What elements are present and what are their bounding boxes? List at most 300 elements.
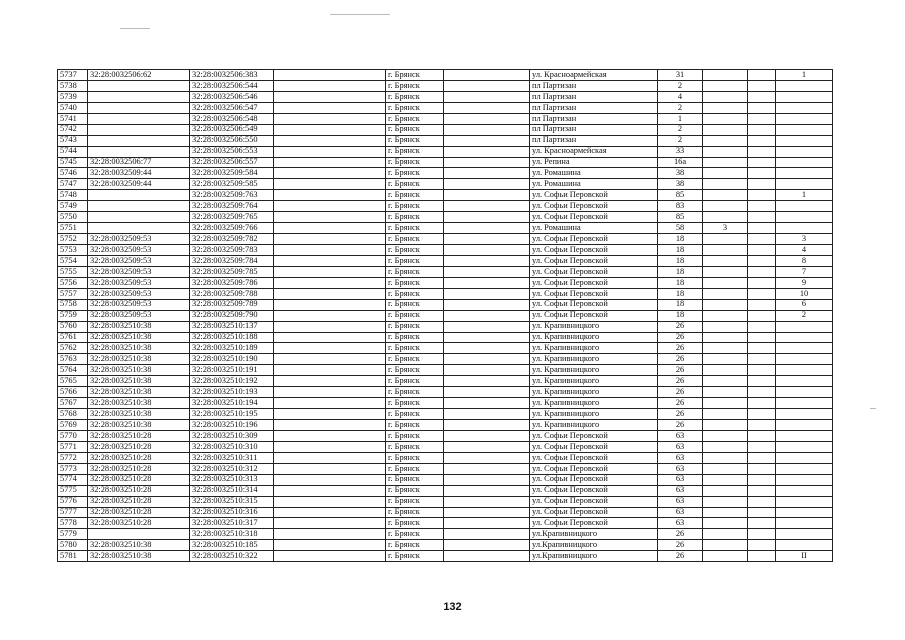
row-number: 5738 [58, 80, 88, 91]
apartment-number: 6 [776, 299, 833, 310]
parent-cadastral-number [88, 146, 190, 157]
empty-cell [274, 420, 386, 431]
empty-cell [274, 190, 386, 201]
house-number: 63 [658, 518, 703, 529]
table-row [58, 190, 833, 201]
empty-cell [444, 234, 530, 245]
apartment-number [776, 529, 833, 540]
house-number: 18 [658, 255, 703, 266]
row-number: 5765 [58, 376, 88, 387]
parent-cadastral-number: 32:28:0032509:53 [88, 266, 190, 277]
city: г. Брянск [386, 91, 444, 102]
empty-cell [444, 452, 530, 463]
empty-cell [444, 507, 530, 518]
street: ул. Ромашина [530, 168, 658, 179]
house-number: 26 [658, 409, 703, 420]
house-number: 18 [658, 266, 703, 277]
street: ул.Крапивницкого [530, 551, 658, 562]
apartment-number: 4 [776, 245, 833, 256]
street: ул. Софьи Перовской [530, 212, 658, 223]
empty-cell [444, 409, 530, 420]
table-row [58, 365, 833, 376]
row-number: 5766 [58, 387, 88, 398]
city: г. Брянск [386, 124, 444, 135]
table-row [58, 463, 833, 474]
table-row [58, 441, 833, 452]
empty-cell [444, 376, 530, 387]
house-number: 2 [658, 124, 703, 135]
apartment-number [776, 540, 833, 551]
empty-cell [444, 540, 530, 551]
cadastral-number: 32:28:0032509:766 [190, 223, 274, 234]
extra-number [703, 266, 748, 277]
apartment-number [776, 146, 833, 157]
house-number: 26 [658, 343, 703, 354]
cadastral-number: 32:28:0032506:548 [190, 113, 274, 124]
empty-cell [274, 529, 386, 540]
street: ул. Софьи Перовской [530, 474, 658, 485]
house-number: 38 [658, 168, 703, 179]
table-row [58, 474, 833, 485]
table-row [58, 146, 833, 157]
extra-number [703, 321, 748, 332]
empty-cell [748, 354, 776, 365]
empty-cell [748, 463, 776, 474]
empty-cell [444, 288, 530, 299]
empty-cell [444, 441, 530, 452]
empty-cell [748, 255, 776, 266]
empty-cell [444, 168, 530, 179]
street: ул. Софьи Перовской [530, 310, 658, 321]
empty-cell [444, 146, 530, 157]
cadastral-number: 32:28:0032510:316 [190, 507, 274, 518]
row-number: 5755 [58, 266, 88, 277]
empty-cell [274, 113, 386, 124]
cadastral-number: 32:28:0032506:383 [190, 70, 274, 81]
apartment-number [776, 485, 833, 496]
apartment-number [776, 398, 833, 409]
house-number: 26 [658, 529, 703, 540]
empty-cell [274, 234, 386, 245]
parent-cadastral-number: 32:28:0032510:28 [88, 518, 190, 529]
house-number: 58 [658, 223, 703, 234]
city: г. Брянск [386, 420, 444, 431]
city: г. Брянск [386, 113, 444, 124]
apartment-number: 9 [776, 277, 833, 288]
extra-number [703, 485, 748, 496]
empty-cell [274, 474, 386, 485]
row-number: 5781 [58, 551, 88, 562]
city: г. Брянск [386, 245, 444, 256]
street: ул. Софьи Перовской [530, 201, 658, 212]
parent-cadastral-number [88, 201, 190, 212]
cadastral-number: 32:28:0032510:309 [190, 430, 274, 441]
empty-cell [748, 310, 776, 321]
street: ул. Софьи Перовской [530, 430, 658, 441]
table-row [58, 299, 833, 310]
extra-number [703, 146, 748, 157]
empty-cell [274, 452, 386, 463]
apartment-number [776, 91, 833, 102]
empty-cell [748, 223, 776, 234]
parent-cadastral-number: 32:28:0032509:53 [88, 310, 190, 321]
apartment-number [776, 409, 833, 420]
apartment-number [776, 376, 833, 387]
apartment-number [776, 420, 833, 431]
house-number: 26 [658, 354, 703, 365]
empty-cell [748, 91, 776, 102]
cadastral-number: 32:28:0032510:315 [190, 496, 274, 507]
table-row [58, 551, 833, 562]
city: г. Брянск [386, 452, 444, 463]
apartment-number [776, 80, 833, 91]
row-number: 5737 [58, 70, 88, 81]
cadastral-number: 32:28:0032510:191 [190, 365, 274, 376]
apartment-number: 8 [776, 255, 833, 266]
cadastral-number: 32:28:0032510:190 [190, 354, 274, 365]
street: ул. Репина [530, 157, 658, 168]
apartment-number [776, 518, 833, 529]
empty-cell [748, 398, 776, 409]
row-number: 5759 [58, 310, 88, 321]
cadastral-number: 32:28:0032509:782 [190, 234, 274, 245]
street: ул. Крапивницкого [530, 343, 658, 354]
parent-cadastral-number [88, 529, 190, 540]
cadastral-number: 32:28:0032510:192 [190, 376, 274, 387]
house-number: 18 [658, 245, 703, 256]
parent-cadastral-number [88, 135, 190, 146]
cadastral-number: 32:28:0032509:789 [190, 299, 274, 310]
row-number: 5760 [58, 321, 88, 332]
table-row [58, 518, 833, 529]
extra-number [703, 190, 748, 201]
extra-number [703, 135, 748, 146]
cadastral-number: 32:28:0032509:765 [190, 212, 274, 223]
empty-cell [444, 496, 530, 507]
empty-cell [444, 113, 530, 124]
street: ул. Красноармейская [530, 146, 658, 157]
extra-number [703, 452, 748, 463]
apartment-number [776, 321, 833, 332]
apartment-number [776, 168, 833, 179]
empty-cell [274, 496, 386, 507]
row-number: 5739 [58, 91, 88, 102]
house-number: 33 [658, 146, 703, 157]
street: ул. Софьи Перовской [530, 496, 658, 507]
empty-cell [444, 190, 530, 201]
empty-cell [444, 387, 530, 398]
empty-cell [274, 299, 386, 310]
empty-cell [444, 332, 530, 343]
empty-cell [274, 485, 386, 496]
empty-cell [444, 179, 530, 190]
apartment-number: 2 [776, 310, 833, 321]
apartment-number [776, 452, 833, 463]
city: г. Брянск [386, 310, 444, 321]
parent-cadastral-number: 32:28:0032510:38 [88, 420, 190, 431]
empty-cell [444, 266, 530, 277]
house-number: 26 [658, 332, 703, 343]
empty-cell [274, 266, 386, 277]
cadastral-number: 32:28:0032510:322 [190, 551, 274, 562]
row-number: 5764 [58, 365, 88, 376]
empty-cell [444, 529, 530, 540]
street: ул. Крапивницкого [530, 420, 658, 431]
city: г. Брянск [386, 343, 444, 354]
empty-cell [274, 223, 386, 234]
empty-cell [274, 255, 386, 266]
row-number: 5768 [58, 409, 88, 420]
parent-cadastral-number [88, 113, 190, 124]
extra-number [703, 529, 748, 540]
empty-cell [748, 168, 776, 179]
row-number: 5763 [58, 354, 88, 365]
city: г. Брянск [386, 430, 444, 441]
cadastral-number: 32:28:0032510:312 [190, 463, 274, 474]
empty-cell [444, 551, 530, 562]
apartment-number: 3 [776, 234, 833, 245]
scan-artifact-line [330, 14, 390, 15]
house-number: 63 [658, 507, 703, 518]
extra-number [703, 255, 748, 266]
city: г. Брянск [386, 266, 444, 277]
parent-cadastral-number: 32:28:0032510:38 [88, 376, 190, 387]
empty-cell [274, 430, 386, 441]
row-number: 5767 [58, 398, 88, 409]
empty-cell [274, 70, 386, 81]
house-number: 63 [658, 463, 703, 474]
city: г. Брянск [386, 201, 444, 212]
row-number: 5773 [58, 463, 88, 474]
apartment-number [776, 157, 833, 168]
table-row [58, 255, 833, 266]
extra-number [703, 288, 748, 299]
cadastral-number: 32:28:0032509:763 [190, 190, 274, 201]
cadastral-number: 32:28:0032510:194 [190, 398, 274, 409]
parent-cadastral-number: 32:28:0032510:38 [88, 398, 190, 409]
table-row [58, 179, 833, 190]
cadastral-number: 32:28:0032506:547 [190, 102, 274, 113]
empty-cell [444, 80, 530, 91]
empty-cell [748, 146, 776, 157]
table-row [58, 430, 833, 441]
cadastral-number: 32:28:0032510:195 [190, 409, 274, 420]
parent-cadastral-number: 32:28:0032510:28 [88, 463, 190, 474]
table-row [58, 124, 833, 135]
cadastral-number: 32:28:0032509:584 [190, 168, 274, 179]
parent-cadastral-number: 32:28:0032510:28 [88, 430, 190, 441]
empty-cell [274, 102, 386, 113]
extra-number [703, 430, 748, 441]
table-row [58, 409, 833, 420]
empty-cell [748, 245, 776, 256]
street: ул. Крапивницкого [530, 387, 658, 398]
cadastral-number: 32:28:0032510:188 [190, 332, 274, 343]
cadastral-number: 32:28:0032510:189 [190, 343, 274, 354]
house-number: 2 [658, 80, 703, 91]
apartment-number: II [776, 551, 833, 562]
city: г. Брянск [386, 321, 444, 332]
extra-number [703, 474, 748, 485]
empty-cell [274, 212, 386, 223]
cadastral-number: 32:28:0032506:553 [190, 146, 274, 157]
apartment-number [776, 365, 833, 376]
parent-cadastral-number [88, 80, 190, 91]
parent-cadastral-number [88, 91, 190, 102]
extra-number [703, 409, 748, 420]
empty-cell [274, 507, 386, 518]
register-sheet [57, 69, 833, 562]
empty-cell [748, 496, 776, 507]
city: г. Брянск [386, 212, 444, 223]
empty-cell [274, 124, 386, 135]
city: г. Брянск [386, 387, 444, 398]
house-number: 63 [658, 485, 703, 496]
table-row [58, 223, 833, 234]
extra-number [703, 365, 748, 376]
empty-cell [748, 507, 776, 518]
parent-cadastral-number: 32:28:0032506:62 [88, 70, 190, 81]
empty-cell [274, 310, 386, 321]
city: г. Брянск [386, 288, 444, 299]
empty-cell [748, 234, 776, 245]
empty-cell [748, 277, 776, 288]
empty-cell [444, 365, 530, 376]
empty-cell [274, 146, 386, 157]
street: ул. Софьи Перовской [530, 485, 658, 496]
house-number: 1 [658, 113, 703, 124]
parent-cadastral-number: 32:28:0032509:44 [88, 168, 190, 179]
table-row [58, 387, 833, 398]
table-row [58, 343, 833, 354]
empty-cell [274, 168, 386, 179]
city: г. Брянск [386, 70, 444, 81]
empty-cell [274, 321, 386, 332]
street: ул. Софьи Перовской [530, 255, 658, 266]
parent-cadastral-number: 32:28:0032509:53 [88, 245, 190, 256]
cadastral-number: 32:28:0032509:783 [190, 245, 274, 256]
city: г. Брянск [386, 179, 444, 190]
extra-number [703, 420, 748, 431]
house-number: 2 [658, 102, 703, 113]
empty-cell [444, 91, 530, 102]
empty-cell [274, 409, 386, 420]
city: г. Брянск [386, 551, 444, 562]
apartment-number [776, 201, 833, 212]
cadastral-number: 32:28:0032510:313 [190, 474, 274, 485]
row-number: 5778 [58, 518, 88, 529]
empty-cell [748, 201, 776, 212]
empty-cell [444, 201, 530, 212]
table-row [58, 288, 833, 299]
table-row [58, 113, 833, 124]
extra-number [703, 376, 748, 387]
parent-cadastral-number: 32:28:0032510:28 [88, 496, 190, 507]
street: пл Партизан [530, 102, 658, 113]
parent-cadastral-number: 32:28:0032509:44 [88, 179, 190, 190]
empty-cell [748, 70, 776, 81]
table-row [58, 354, 833, 365]
table-row [58, 321, 833, 332]
street: ул. Крапивницкого [530, 365, 658, 376]
empty-cell [748, 124, 776, 135]
scan-artifact-line [120, 28, 150, 29]
house-number: 63 [658, 474, 703, 485]
row-number: 5762 [58, 343, 88, 354]
empty-cell [444, 463, 530, 474]
empty-cell [748, 474, 776, 485]
empty-cell [274, 343, 386, 354]
city: г. Брянск [386, 540, 444, 551]
parent-cadastral-number: 32:28:0032510:38 [88, 332, 190, 343]
empty-cell [444, 420, 530, 431]
empty-cell [444, 245, 530, 256]
city: г. Брянск [386, 485, 444, 496]
parent-cadastral-number: 32:28:0032510:38 [88, 387, 190, 398]
table-row [58, 485, 833, 496]
extra-number [703, 70, 748, 81]
cadastral-number: 32:28:0032506:544 [190, 80, 274, 91]
cadastral-number: 32:28:0032506:546 [190, 91, 274, 102]
parent-cadastral-number: 32:28:0032509:53 [88, 299, 190, 310]
extra-number [703, 299, 748, 310]
row-number: 5742 [58, 124, 88, 135]
row-number: 5771 [58, 441, 88, 452]
house-number: 18 [658, 299, 703, 310]
extra-number [703, 157, 748, 168]
empty-cell [444, 398, 530, 409]
city: г. Брянск [386, 277, 444, 288]
cadastral-number: 32:28:0032510:311 [190, 452, 274, 463]
cadastral-number: 32:28:0032510:185 [190, 540, 274, 551]
empty-cell [748, 376, 776, 387]
table-row [58, 91, 833, 102]
empty-cell [444, 354, 530, 365]
parent-cadastral-number [88, 124, 190, 135]
parent-cadastral-number: 32:28:0032510:38 [88, 354, 190, 365]
street: ул. Софьи Перовской [530, 441, 658, 452]
row-number: 5749 [58, 201, 88, 212]
street: ул. Крапивницкого [530, 376, 658, 387]
table-row [58, 157, 833, 168]
cadastral-number: 32:28:0032509:585 [190, 179, 274, 190]
extra-number [703, 179, 748, 190]
cadastral-number: 32:28:0032509:784 [190, 255, 274, 266]
parent-cadastral-number: 32:28:0032510:38 [88, 409, 190, 420]
house-number: 26 [658, 387, 703, 398]
cadastral-number: 32:28:0032510:193 [190, 387, 274, 398]
house-number: 18 [658, 234, 703, 245]
city: г. Брянск [386, 168, 444, 179]
extra-number [703, 234, 748, 245]
row-number: 5741 [58, 113, 88, 124]
empty-cell [748, 288, 776, 299]
parent-cadastral-number: 32:28:0032509:53 [88, 288, 190, 299]
extra-number [703, 91, 748, 102]
empty-cell [748, 332, 776, 343]
house-number: 63 [658, 496, 703, 507]
table-row [58, 212, 833, 223]
street: пл Партизан [530, 113, 658, 124]
apartment-number [776, 124, 833, 135]
street: ул. Софьи Перовской [530, 452, 658, 463]
row-number: 5751 [58, 223, 88, 234]
apartment-number: 1 [776, 70, 833, 81]
extra-number [703, 540, 748, 551]
extra-number [703, 113, 748, 124]
city: г. Брянск [386, 255, 444, 266]
parent-cadastral-number: 32:28:0032510:38 [88, 551, 190, 562]
